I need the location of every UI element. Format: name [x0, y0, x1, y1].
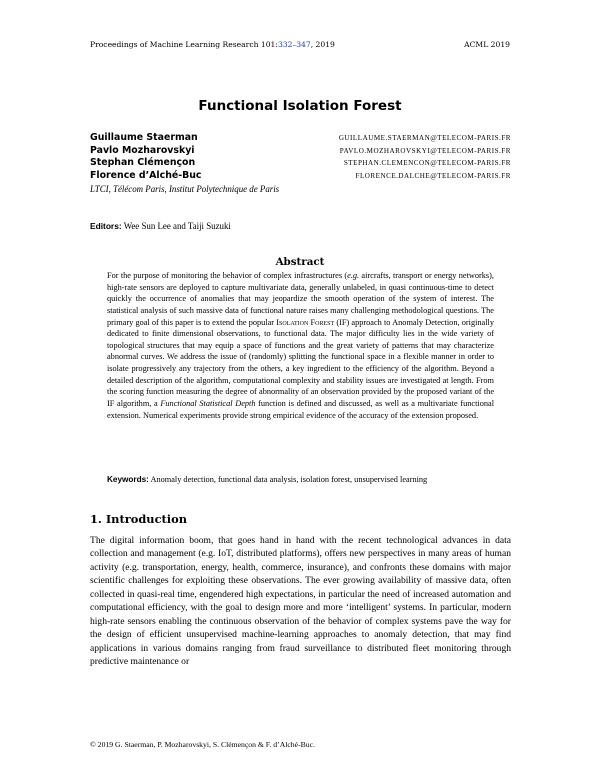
author-email[interactable]: PAVLO.MOZHAROVSKYI@TELECOM-PARIS.FR [339, 146, 511, 155]
author-row [90, 132, 511, 145]
pages-link[interactable]: 332–347 [277, 40, 311, 49]
running-head [90, 40, 510, 49]
method-name: Isolation Forest [276, 317, 335, 327]
author-row [90, 145, 511, 158]
author-name: Stephan Clémençon [90, 157, 196, 169]
author-email[interactable]: STEPHAN.CLEMENCON@TELECOM-PARIS.FR [343, 159, 511, 168]
keywords-text: Anomaly detection, functional data analysis, isolation forest, unsupervised learning [150, 475, 428, 484]
keywords-line [107, 474, 494, 486]
abstract-heading: Abstract [275, 256, 325, 268]
editors-line [90, 221, 231, 231]
abstract-body: For the purpose of monitoring the behavior of complex infrastructures (e.g. aircrafts, transport or energy networks), high-rate sensors are deployed to capture multivariate data, generally unlabeled, in quasi continuous-time to detect quickly the occurrence of anomalies that may jeopardize the smooth operation of the system of interest. The statistical analysis of such massive data of functional nature raises many challenging methodological questions. The primary goal of this paper is to extend the popular Isolation Forest (IF) approach to Anomaly Detection, originally dedicated to finite dimensional observations, to functional data. The major difficulty lies in the wide variety of topological structures that may equip a space of functions and the great variety of patterns that may characterize abnormal curves. We address the issue of (randomly) splitting the functional space in a flexible manner in order to isolate progressively any trajectory from the others, a key ingredient to the efficiency of the algorithm. Beyond a detailed description of the algorithm, computational complexity and stability issues are investigated at length. From the scoring function measuring the degree of abnormality of an observation provided by the proposed variant of the IF algorithm, a Functional Statistical Depth function is defined and discussed, as well as a multivariate functional extension. Numerical experiments provide strong empirical evidence of the accuracy of the extension proposed. [107, 271, 494, 420]
eg-abbrev: e.g. [347, 271, 360, 280]
venue-line: Proceedings of Machine Learning Research 101:332–347, 2019 [90, 40, 335, 49]
author-name: Guillaume Staerman [90, 132, 198, 143]
author-row [90, 170, 511, 183]
author-row [90, 157, 511, 170]
keywords-label: Keywords: [107, 475, 149, 484]
fsd-term: Functional Statistical Depth [160, 398, 256, 408]
editors-names: Wee Sun Lee and Taiji Suzuki [123, 221, 231, 231]
author-list [90, 132, 511, 183]
paper-title: Functional Isolation Forest [198, 98, 402, 114]
affiliation: LTCI, Télécom Paris, Institut Polytechnique de Paris [90, 184, 280, 194]
author-name: Florence d’Alché-Buc [90, 170, 202, 182]
section-heading: 1. Introduction [90, 512, 187, 526]
author-email[interactable]: GUILLAUME.STAERMAN@TELECOM-PARIS.FR [338, 134, 511, 142]
author-email[interactable]: FLORENCE.DALCHE@TELECOM-PARIS.FR [355, 172, 511, 181]
copyright-footer: © 2019 G. Staerman, P. Mozharovskyi, S. Clémençon & F. d’Alché-Buc. [90, 740, 315, 749]
introduction-body: The digital information boom, that goes hand in hand with the recent technological advances in data collection and management (e.g. IoT, distributed platforms), offers new perspectives in many areas of human activity (e.g. transportation, energy, health, commerce, insurance), and confronts these domains with major scientific challenges for exploiting these observations. The ever growing availability of massive data, often collected in quasi-real time, engendered high expectations, in particular the need of increased automation and computational efficiency, with the goal to design more and more ‘intelligent’ systems. In particular, modern high-rate sensors enabling the continuous observation of the behavior of complex systems pave the way for the design of efficient unsupervised machine-learning approaches to anomaly detection, that may find applications in various domains ranging from fraud surveillance to distributed fleet monitoring through predictive maintenance or [90, 535, 511, 668]
author-name: Pavlo Mozharovskyi [90, 144, 195, 156]
conference-label: ACML 2019 [464, 40, 510, 49]
editors-label: Editors: [90, 221, 122, 231]
